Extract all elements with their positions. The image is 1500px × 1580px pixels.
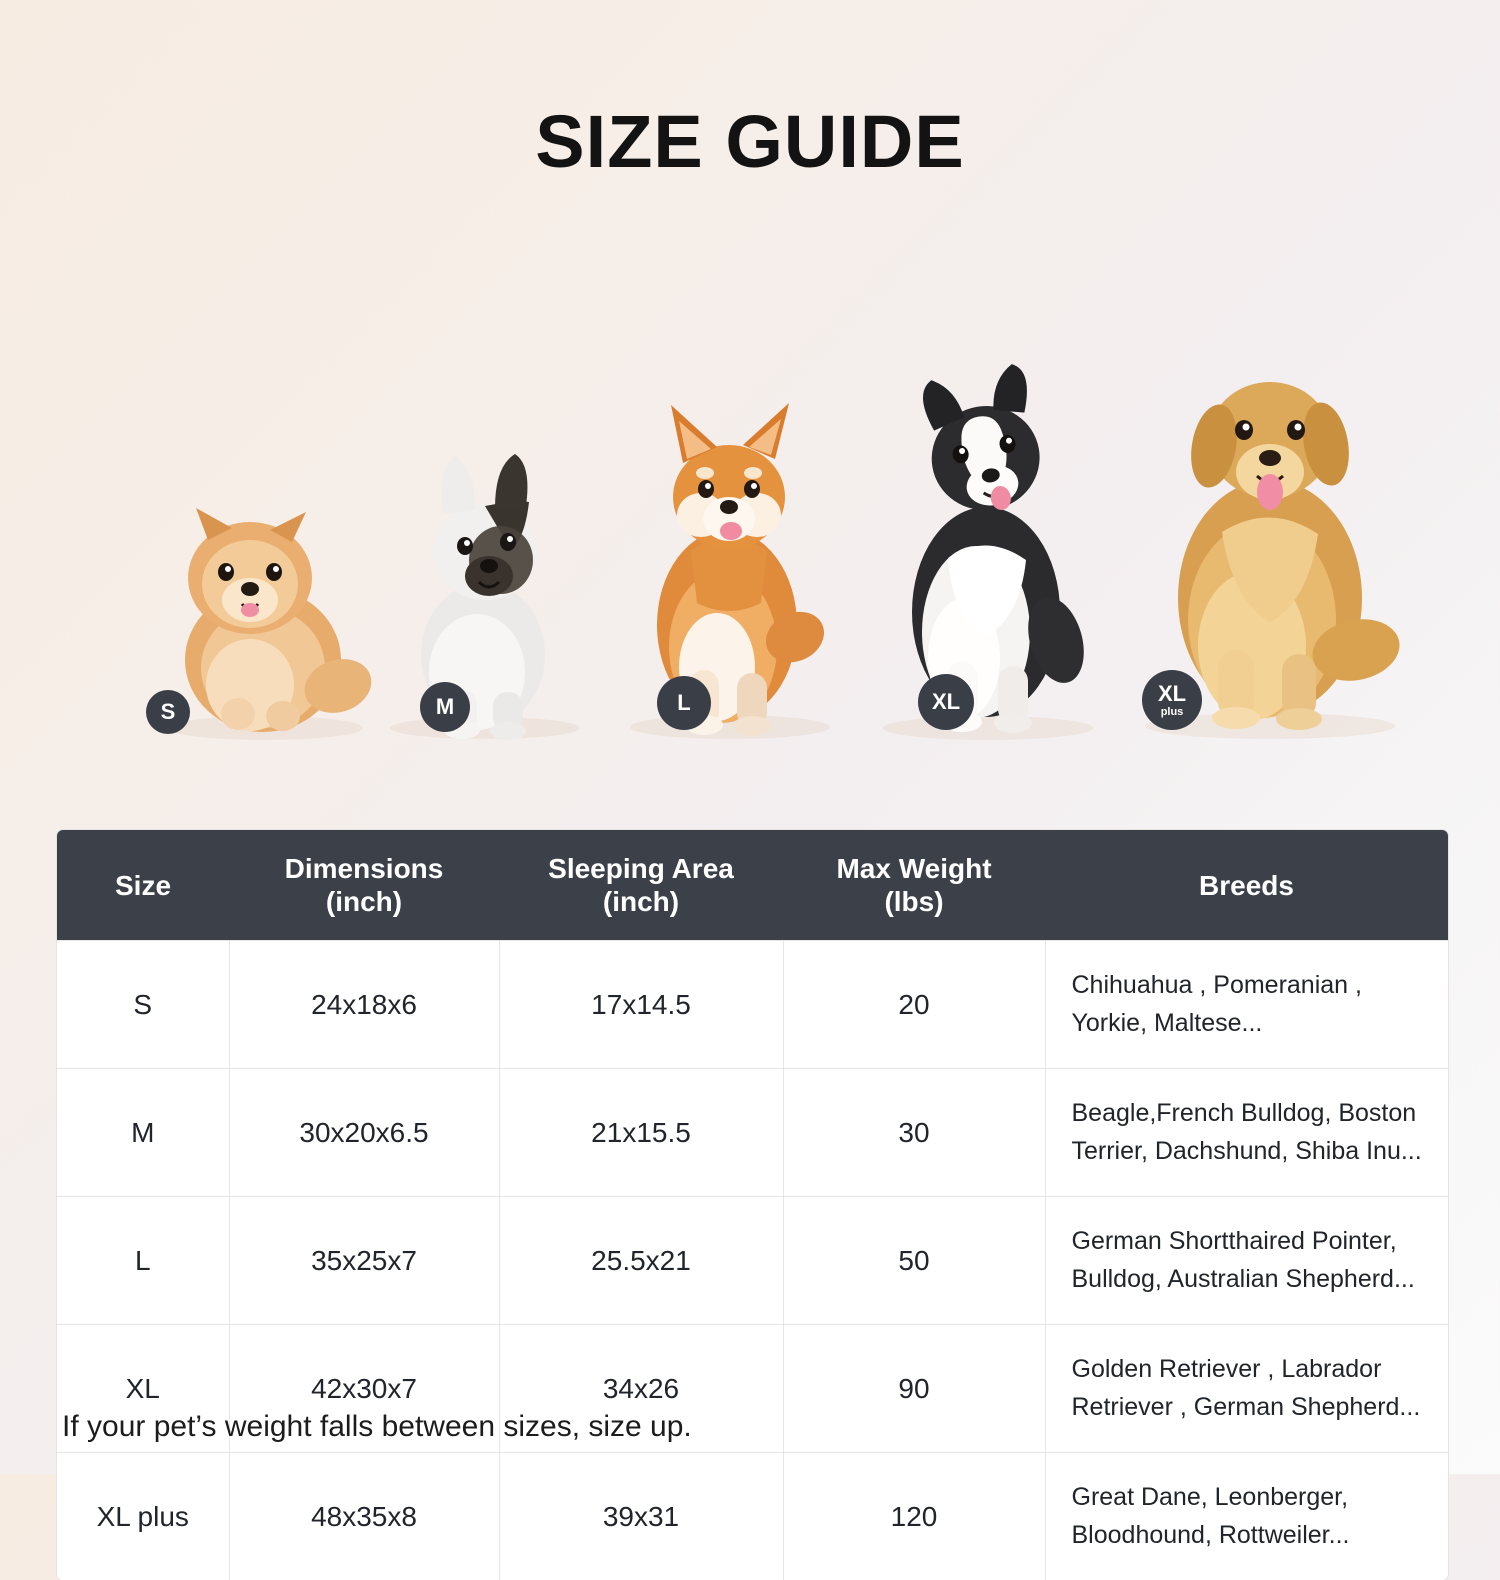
cell-size: S [57,941,229,1069]
cell-sleeping-area: 25.5x21 [499,1197,783,1325]
cell-dimensions: 24x18x6 [229,941,499,1069]
cell-breeds: Golden Retriever , Labrador Retriever , German Shepherd... [1045,1325,1448,1453]
table-row [57,941,1448,1069]
border-collie-icon [860,340,1110,740]
french-bulldog-icon [365,440,595,740]
cell-dimensions: 35x25x7 [229,1197,499,1325]
size-table-body [57,941,1448,1580]
cell-sleeping-area: 21x15.5 [499,1069,783,1197]
size-badge-sublabel: plus [1160,705,1184,718]
size-badge-l [657,676,711,730]
cell-max-weight: 120 [783,1453,1045,1580]
table-row [57,1197,1448,1325]
size-badge-label: XL [1157,680,1187,706]
size-table [57,830,1448,1580]
dog-figure-xl [860,340,1110,740]
cell-size: M [57,1069,229,1197]
cell-max-weight: 30 [783,1069,1045,1197]
cell-breeds: Beagle,French Bulldog, Boston Terrier, Dachshund, Shiba Inu... [1045,1069,1448,1197]
header-size-line1: Size [114,869,172,901]
header-sleeping-area [499,830,783,941]
cell-dimensions: 48x35x8 [229,1453,499,1580]
size-badge-label: XL [931,689,961,714]
header-size [57,830,229,941]
cell-breeds: German Shortthaired Pointer, Bulldog, Australian Shepherd... [1045,1197,1448,1325]
cell-size: XL [57,1325,229,1453]
header-max-weight-line2: (lbs) [884,886,944,918]
cell-size: L [57,1197,229,1325]
table-row [57,1069,1448,1197]
size-badge-xl [918,674,974,730]
header-breeds [1045,830,1448,941]
cell-breeds: Chihuahua , Pomeranian , Yorkie, Maltese... [1045,941,1448,1069]
header-dimensions-line1: Dimensions [284,853,444,884]
size-badge-s [146,690,190,734]
cell-dimensions: 42x30x7 [229,1325,499,1453]
sizing-note: If your pet’s weight falls between sizes, size up. [62,1410,692,1443]
page-title: SIZE GUIDE [535,100,965,183]
size-badge-m [420,682,470,732]
dog-figure-xl-plus [1110,320,1410,740]
size-table-container [57,830,1448,1580]
header-dimensions [229,830,499,941]
size-badge-label: L [677,690,691,715]
cell-max-weight: 90 [783,1325,1045,1453]
size-badge-label: S [160,699,176,724]
cell-breeds: Great Dane, Leonberger, Bloodhound, Rottweiler... [1045,1453,1448,1580]
header-sleeping-area-line1: Sleeping Area [548,853,734,884]
cell-size: XL plus [57,1453,229,1580]
table-row [57,1453,1448,1580]
size-table-head [57,830,1448,941]
cell-max-weight: 50 [783,1197,1045,1325]
cell-sleeping-area: 39x31 [499,1453,783,1580]
header-dimensions-line2: (inch) [325,886,403,918]
size-badge-label: M [435,694,455,719]
header-max-weight-line1: Max Weight [836,853,992,884]
cell-dimensions: 30x20x6.5 [229,1069,499,1197]
cell-max-weight: 20 [783,941,1045,1069]
cell-sleeping-area: 17x14.5 [499,941,783,1069]
header-max-weight [783,830,1045,941]
cell-sleeping-area: 34x26 [499,1325,783,1453]
header-sleeping-area-line2: (inch) [602,886,680,918]
dog-figure-l [605,355,845,740]
table-header-row [57,830,1448,941]
dog-figure-s [150,500,380,740]
shiba-inu-icon [605,355,845,740]
dog-illustration-row [60,320,1440,740]
header-breeds-line1: Breeds [1199,869,1294,901]
dog-figure-m [365,440,595,740]
size-badge-xl-plus [1142,670,1202,730]
